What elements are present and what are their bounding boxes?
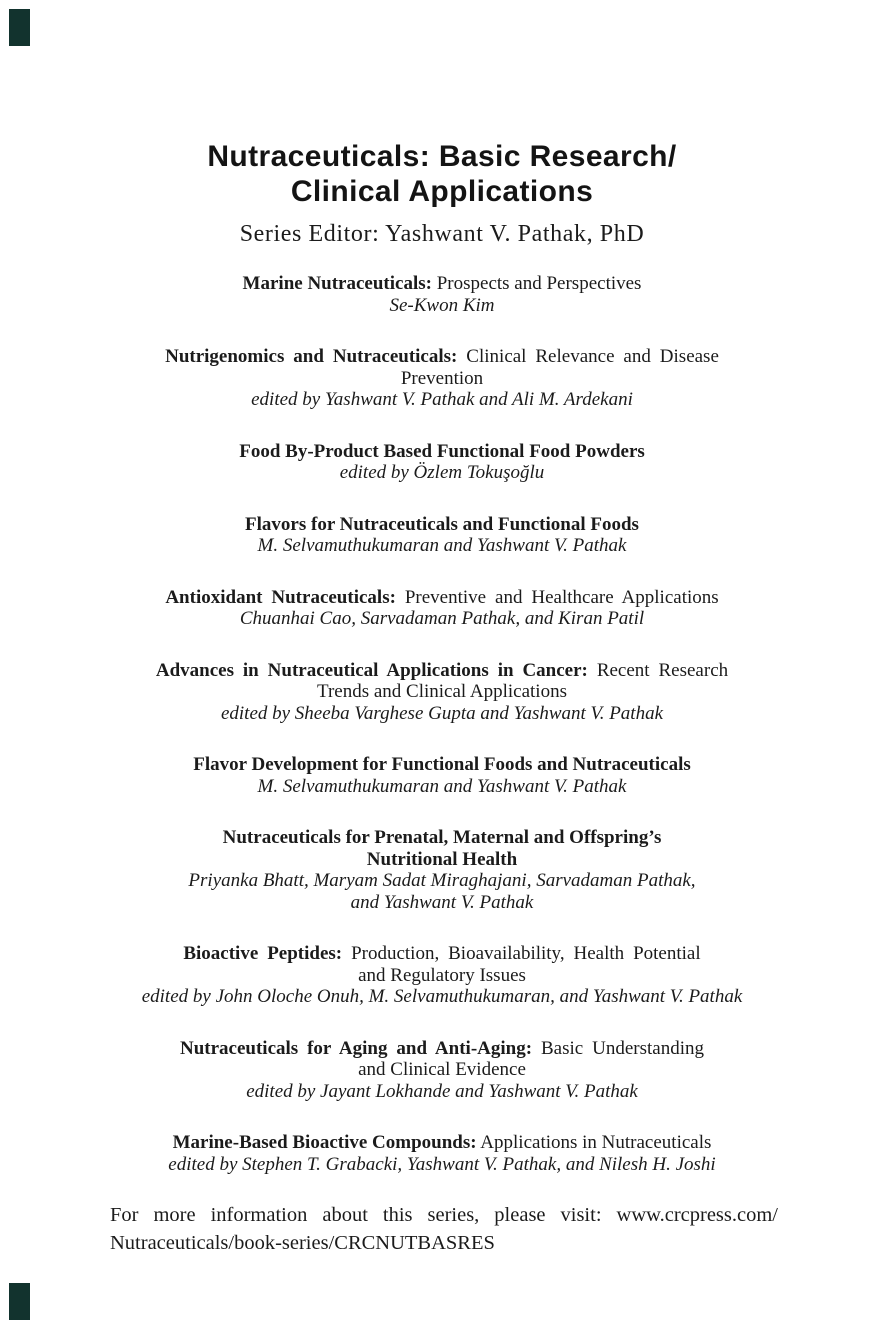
series-info-footer — [110, 1202, 778, 1257]
book-title-regular-text: and Regulatory Issues — [358, 964, 526, 986]
book-title-line — [72, 1132, 812, 1154]
series-title-line2: Clinical Applications — [290, 175, 594, 208]
book-title-regular-text: Prevention — [400, 367, 484, 389]
book-authors-line: edited by John Oloche Onuh, M. Selvamuthukumaran, and Yashwant V. Pathak — [141, 986, 743, 1007]
book-title-line — [72, 368, 812, 390]
scan-registration-mark-bottom — [9, 1283, 30, 1320]
book-title-line — [72, 514, 812, 536]
book-title-bold-text: Flavor Development for Functional Foods and Nutraceuticals — [193, 754, 691, 775]
book-title-regular-text: Preventive and Healthcare Applications — [395, 586, 719, 608]
book-title-line — [72, 965, 812, 987]
book-title-bold-text: Nutrigenomics and Nutraceuticals: — [165, 346, 458, 367]
book-authors-line: edited by Özlem Tokuşoğlu — [339, 462, 545, 483]
book-title-bold-text: Food By-Product Based Functional Food Powders — [239, 440, 645, 462]
footer-line1: For more information about this series, please visit: www.crcpress.com/ — [110, 1204, 778, 1226]
book-title-regular-text: Basic Understanding — [532, 1037, 704, 1059]
book-authors-line: edited by Stephen T. Grabacki, Yashwant V. Pathak, and Nilesh H. Joshi — [168, 1153, 716, 1175]
book-authors-line: edited by Sheeba Varghese Gupta and Yashwant V. Pathak — [220, 702, 664, 724]
series-entry — [72, 514, 812, 557]
book-title-regular-text: Trends and Clinical Applications — [317, 681, 567, 702]
book-title-bold-text: Antioxidant Nutraceuticals: — [165, 586, 396, 608]
book-authors-line: Chuanhai Cao, Sarvadaman Pathak, and Kiran Patil — [239, 608, 645, 629]
series-entry — [72, 943, 812, 1008]
book-authors-line: edited by Yashwant V. Pathak and Ali M. Ardekani — [251, 389, 633, 410]
book-title-line — [72, 1038, 812, 1060]
book-title-regular-text: Production, Bioavailability, Health Potential — [342, 943, 701, 964]
book-authors-line: and Yashwant V. Pathak — [350, 891, 534, 913]
series-title-line1: Nutraceuticals: Basic Research/ — [207, 140, 677, 173]
book-title-bold-text: Nutritional Health — [366, 848, 518, 870]
series-entry — [72, 1038, 812, 1103]
series-entry — [72, 587, 812, 630]
series-entry — [72, 346, 812, 411]
book-title-line — [72, 754, 812, 776]
series-entry — [72, 827, 812, 913]
book-title-bold-text: Nutraceuticals for Prenatal, Maternal and Offspring’s — [222, 827, 662, 848]
series-entry — [72, 754, 812, 797]
book-title-bold-text: Marine-Based Bioactive Compounds: — [172, 1132, 477, 1153]
book-title-line — [72, 441, 812, 463]
book-title-regular-text: Clinical Relevance and Disease — [457, 346, 719, 367]
series-entry — [72, 441, 812, 484]
series-entry — [72, 273, 812, 316]
series-list — [72, 273, 812, 1175]
series-editor: Series Editor: Yashwant V. Pathak, PhD — [239, 221, 645, 247]
book-title-regular-text: and Clinical Evidence — [358, 1059, 526, 1080]
book-title-bold-text: Nutraceuticals for Aging and Anti-Aging: — [179, 1037, 533, 1059]
book-authors-line: Se-Kwon Kim — [389, 294, 495, 316]
book-title-bold-text: Bioactive Peptides: — [183, 943, 343, 964]
book-title-line — [72, 849, 812, 871]
book-authors-line: edited by Jayant Lokhande and Yashwant V. Pathak — [246, 1080, 638, 1102]
series-entry — [72, 660, 812, 725]
book-title-bold-text: Flavors for Nutraceuticals and Functional Foods — [245, 513, 639, 535]
book-title-regular-text: Applications in Nutraceuticals — [476, 1132, 712, 1153]
book-title-bold-text: Marine Nutraceuticals: — [242, 273, 432, 294]
book-title-line — [72, 1059, 812, 1081]
scan-registration-mark-top — [9, 9, 30, 46]
book-title-line — [72, 587, 812, 609]
series-title — [72, 139, 812, 209]
series-entry — [72, 1132, 812, 1175]
book-authors-line: M. Selvamuthukumaran and Yashwant V. Pathak — [257, 775, 627, 797]
footer-line2: Nutraceuticals/book-series/CRCNUTBASRES — [110, 1231, 495, 1254]
book-title-line — [72, 346, 812, 368]
book-title-line — [72, 943, 812, 965]
book-title-regular-text: Recent Research — [587, 659, 729, 681]
book-authors-line: M. Selvamuthukumaran and Yashwant V. Pathak — [257, 535, 627, 556]
book-title-line — [72, 660, 812, 682]
book-title-line — [72, 681, 812, 703]
book-title-line — [72, 827, 812, 849]
book-title-line — [72, 273, 812, 295]
book-title-bold-text: Advances in Nutraceutical Applications in Cancer: — [155, 659, 588, 681]
book-authors-line: Priyanka Bhatt, Maryam Sadat Miraghajani, Sarvadaman Pathak, — [188, 870, 696, 891]
book-title-regular-text: Prospects and Perspectives — [431, 273, 642, 294]
series-content — [72, 139, 812, 1205]
